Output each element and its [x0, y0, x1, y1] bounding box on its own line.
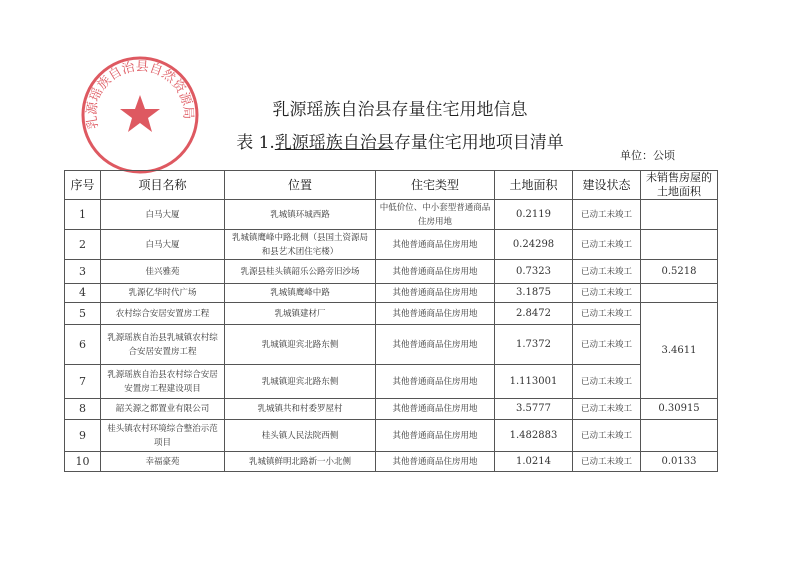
location: 乳城镇鹰峰中路 — [225, 284, 376, 303]
project-name: 白马大厦 — [101, 230, 225, 260]
unsold-land-area: 0.0133 — [641, 452, 718, 472]
location: 乳城镇共和村委罗屋村 — [225, 399, 376, 420]
construction-status: 已动工未竣工 — [573, 200, 641, 230]
housing-type: 其他普通商品住房用地 — [376, 303, 495, 325]
row-number: 3 — [65, 260, 101, 284]
construction-status: 已动工未竣工 — [573, 399, 641, 420]
land-area: 1.0214 — [495, 452, 573, 472]
construction-status: 已动工未竣工 — [573, 303, 641, 325]
header-area: 土地面积 — [495, 171, 573, 200]
table-row — [65, 365, 718, 399]
unsold-land-area — [641, 420, 718, 452]
location: 乳城镇迎宾北路东侧 — [225, 365, 376, 399]
table-row — [65, 325, 718, 365]
header-row — [65, 171, 718, 200]
caption-underlined: 乳源瑶族自治县 — [274, 133, 394, 153]
project-name: 桂头镇农村环境综合整治示范项目 — [101, 420, 225, 452]
header-type: 住宅类型 — [376, 171, 495, 200]
unsold-land-area — [641, 230, 718, 260]
project-name: 韶关源之都置业有限公司 — [101, 399, 225, 420]
location: 乳城镇鹰峰中路北侧（县国土资源局和县艺术团住宅楼） — [225, 230, 376, 260]
row-number: 1 — [65, 200, 101, 230]
construction-status: 已动工未竣工 — [573, 230, 641, 260]
construction-status: 已动工未竣工 — [573, 365, 641, 399]
unsold-land-area: 0.30915 — [641, 399, 718, 420]
land-area: 0.2119 — [495, 200, 573, 230]
table-row — [65, 230, 718, 260]
row-number: 8 — [65, 399, 101, 420]
housing-type: 其他普通商品住房用地 — [376, 325, 495, 365]
table-caption — [0, 128, 800, 153]
construction-status: 已动工未竣工 — [573, 452, 641, 472]
caption-prefix: 表 1. — [236, 133, 275, 153]
housing-type: 其他普通商品住房用地 — [376, 284, 495, 303]
project-name: 农村综合安居安置房工程 — [101, 303, 225, 325]
row-number: 6 — [65, 325, 101, 365]
project-name: 乳源瑶族自治县乳城镇农村综合安居安置房工程 — [101, 325, 225, 365]
location: 桂头镇人民法院西侧 — [225, 420, 376, 452]
table-row — [65, 420, 718, 452]
housing-type: 其他普通商品住房用地 — [376, 260, 495, 284]
header-name: 项目名称 — [101, 171, 225, 200]
location: 乳城镇环城西路 — [225, 200, 376, 230]
row-number: 10 — [65, 452, 101, 472]
housing-type: 其他普通商品住房用地 — [376, 399, 495, 420]
unsold-land-area: 0.5218 — [641, 260, 718, 284]
land-area: 3.1875 — [495, 284, 573, 303]
construction-status: 已动工未竣工 — [573, 420, 641, 452]
housing-type: 其他普通商品住房用地 — [376, 365, 495, 399]
location: 乳城镇建材厂 — [225, 303, 376, 325]
land-area: 1.113001 — [495, 365, 573, 399]
project-name: 乳源瑶族自治县农村综合安居安置房工程建设项目 — [101, 365, 225, 399]
row-number: 5 — [65, 303, 101, 325]
row-number: 2 — [65, 230, 101, 260]
housing-type: 其他普通商品住房用地 — [376, 420, 495, 452]
construction-status: 已动工未竣工 — [573, 260, 641, 284]
unsold-land-area — [641, 200, 718, 230]
document-title: 乳源瑶族自治县存量住宅用地信息 — [272, 100, 528, 120]
row-number: 7 — [65, 365, 101, 399]
land-area: 2.8472 — [495, 303, 573, 325]
location: 乳城镇鲜明北路新一小北侧 — [225, 452, 376, 472]
table-row — [65, 399, 718, 420]
caption-rest: 存量住宅用地项目清单 — [393, 133, 564, 153]
table-row — [65, 452, 718, 472]
project-name: 乳源亿华时代广场 — [101, 284, 225, 303]
construction-status: 已动工未竣工 — [573, 284, 641, 303]
unit-label: 单位：公顷 — [620, 149, 675, 162]
land-area: 1.7372 — [495, 325, 573, 365]
row-number: 4 — [65, 284, 101, 303]
location: 乳城镇迎宾北路东侧 — [225, 325, 376, 365]
header-status: 建设状态 — [573, 171, 641, 200]
unsold-land-area — [641, 284, 718, 303]
table-row — [65, 260, 718, 284]
land-area: 0.24298 — [495, 230, 573, 260]
row-number: 9 — [65, 420, 101, 452]
land-area: 3.5777 — [495, 399, 573, 420]
housing-type: 其他普通商品住房用地 — [376, 230, 495, 260]
land-table — [64, 170, 718, 472]
project-name: 佳兴雅苑 — [101, 260, 225, 284]
housing-type: 其他普通商品住房用地 — [376, 452, 495, 472]
project-name: 幸福豪苑 — [101, 452, 225, 472]
table-row — [65, 200, 718, 230]
table-row — [65, 284, 718, 303]
header-unsold: 未销售房屋的土地面积 — [641, 171, 718, 200]
construction-status: 已动工未竣工 — [573, 325, 641, 365]
land-area: 1.482883 — [495, 420, 573, 452]
land-area: 0.7323 — [495, 260, 573, 284]
header-location: 位置 — [225, 171, 376, 200]
header-no: 序号 — [65, 171, 101, 200]
housing-type: 中低价位、中小套型普通商品住房用地 — [376, 200, 495, 230]
unsold-land-area: 3.4611 — [641, 303, 718, 399]
project-name: 白马大厦 — [101, 200, 225, 230]
table-row — [65, 303, 718, 325]
location: 乳源县桂头镇韶乐公路旁旧沙场 — [225, 260, 376, 284]
svg-text:乳源瑶族自治县自然资源局: 乳源瑶族自治县自然资源局 — [84, 59, 196, 131]
